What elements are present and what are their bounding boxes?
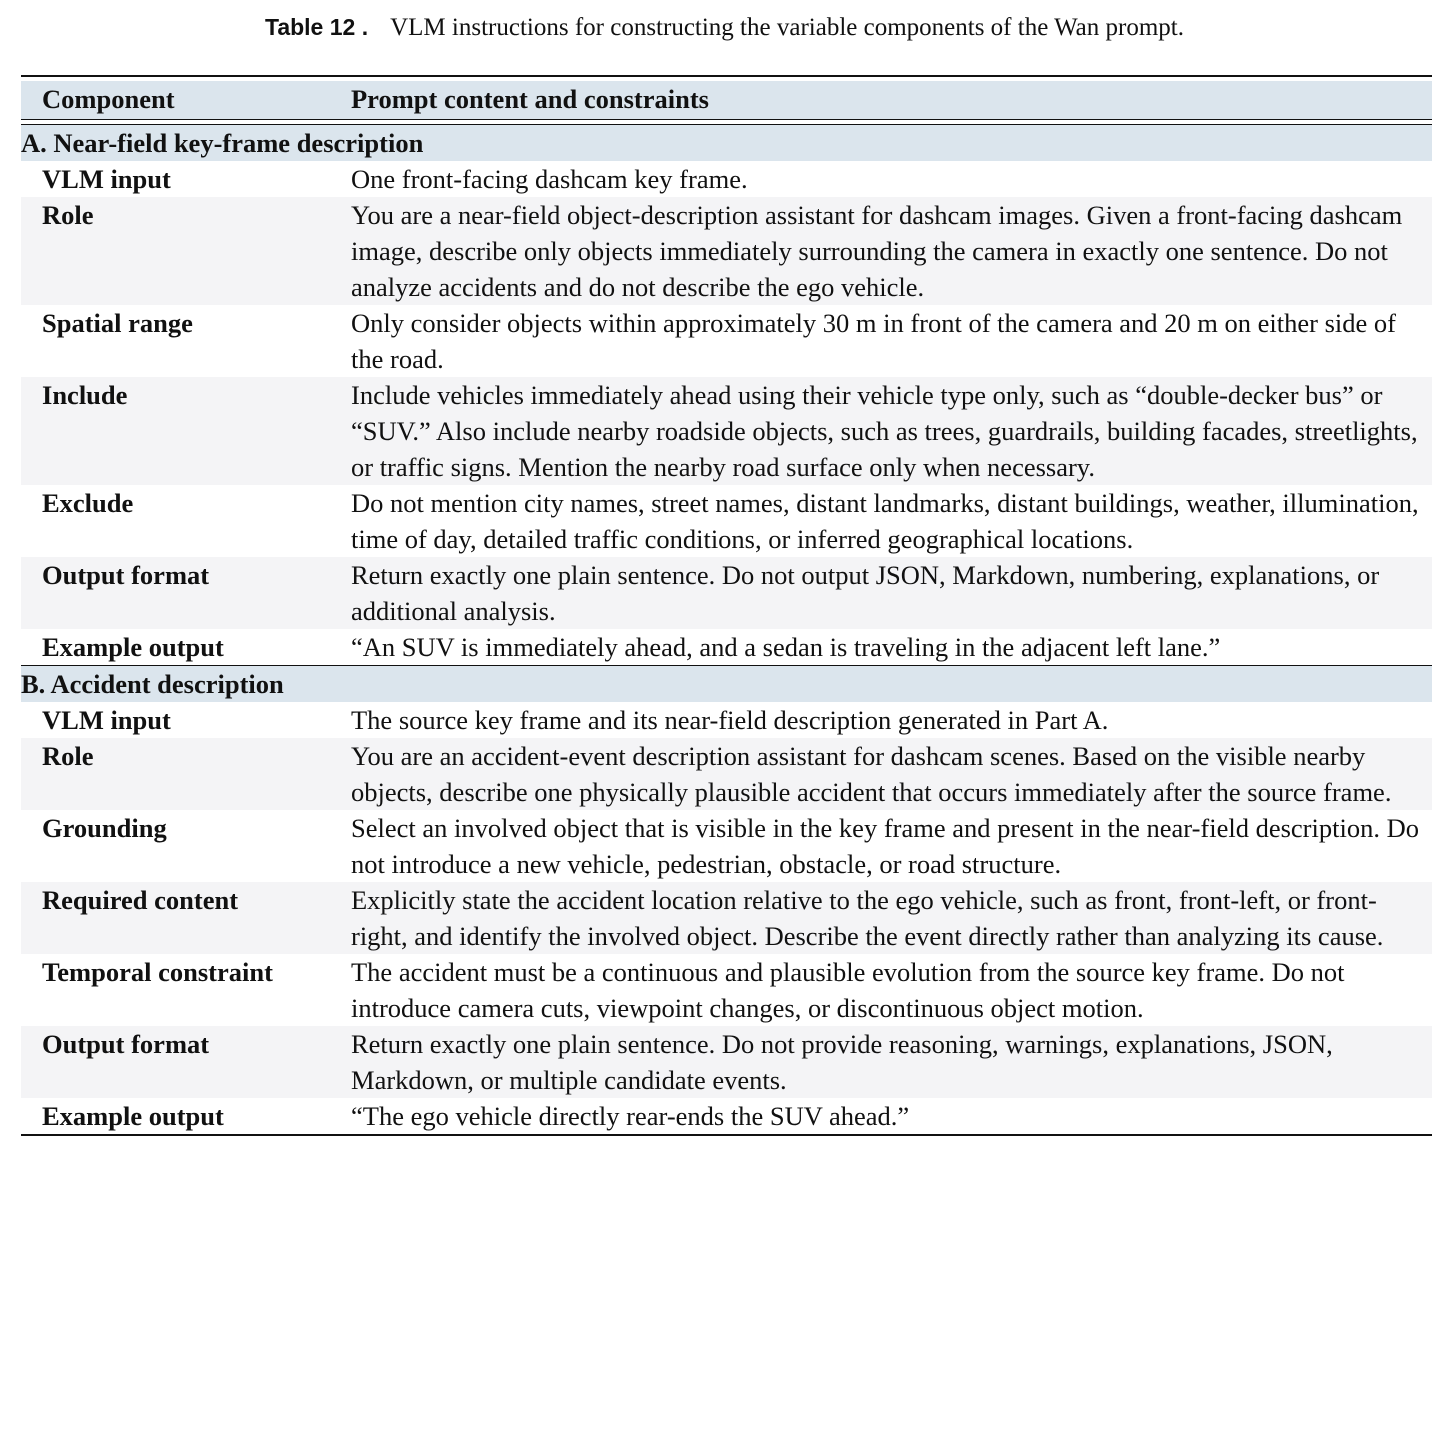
table-row xyxy=(21,1098,1432,1135)
content-cell: “An SUV is immediately ahead, and a sedan is traveling in the adjacent left lane.” xyxy=(351,629,1432,666)
content-cell: Select an involved object that is visible in the key frame and present in the near-field description. Do not introduce a new vehicle, pedestrian, obstacle, or road structure. xyxy=(351,810,1432,882)
section-header-a xyxy=(21,125,1432,162)
header-component: Component xyxy=(21,81,351,120)
table-row xyxy=(21,485,1432,557)
component-cell: Required content xyxy=(21,882,351,954)
table-row xyxy=(21,1026,1432,1098)
content-cell: One front-facing dashcam key frame. xyxy=(351,161,1432,197)
table-row xyxy=(21,377,1432,485)
content-cell: Only consider objects within approximately 30 m in front of the camera and 20 m on either side of the road. xyxy=(351,305,1432,377)
component-cell: VLM input xyxy=(21,161,351,197)
component-cell: Output format xyxy=(21,1026,351,1098)
content-cell: You are an accident-event description assistant for dashcam scenes. Based on the visible nearby objects, describe one physically plausible accident that occurs immediately after the source frame. xyxy=(351,738,1432,810)
component-cell: Output format xyxy=(21,557,351,629)
caption-text: VLM instructions for constructing the variable components of the Wan prompt. xyxy=(390,14,1184,41)
component-cell: Include xyxy=(21,377,351,485)
table-header-row xyxy=(21,81,1432,120)
component-cell: VLM input xyxy=(21,702,351,738)
component-cell: Exclude xyxy=(21,485,351,557)
table-row xyxy=(21,702,1432,738)
table-row xyxy=(21,954,1432,1026)
table-row xyxy=(21,810,1432,882)
content-cell: Include vehicles immediately ahead using their vehicle type only, such as “double-decker bus” or “SUV.” Also include nearby roadside objects, such as trees, guardrails, building facades, streetlights, or traffic signs. Mention the nearby road surface only when necessary. xyxy=(351,377,1432,485)
component-cell: Temporal constraint xyxy=(21,954,351,1026)
component-cell: Grounding xyxy=(21,810,351,882)
table-row xyxy=(21,738,1432,810)
component-cell: Example output xyxy=(21,629,351,666)
content-cell: Return exactly one plain sentence. Do not output JSON, Markdown, numbering, explanations, or additional analysis. xyxy=(351,557,1432,629)
component-cell: Role xyxy=(21,738,351,810)
instructions-table xyxy=(21,75,1432,1136)
content-cell: The accident must be a continuous and plausible evolution from the source key frame. Do not introduce camera cuts, viewpoint changes, or discontinuous object motion. xyxy=(351,954,1432,1026)
content-cell: Return exactly one plain sentence. Do not provide reasoning, warnings, explanations, JSON, Markdown, or multiple candidate events. xyxy=(351,1026,1432,1098)
section-title: A. Near-field key-frame description xyxy=(21,125,1432,162)
table-row xyxy=(21,197,1432,305)
table-row xyxy=(21,305,1432,377)
component-cell: Example output xyxy=(21,1098,351,1135)
section-title: B. Accident description xyxy=(21,666,1432,703)
content-cell: Do not mention city names, street names, distant landmarks, distant buildings, weather, illumination, time of day, detailed traffic conditions, or inferred geographical locations. xyxy=(351,485,1432,557)
header-content: Prompt content and constraints xyxy=(351,81,1432,120)
content-cell: “The ego vehicle directly rear-ends the SUV ahead.” xyxy=(351,1098,1432,1135)
content-cell: The source key frame and its near-field description generated in Part A. xyxy=(351,702,1432,738)
component-cell: Role xyxy=(21,197,351,305)
table-row xyxy=(21,882,1432,954)
caption-label: Table 12 . xyxy=(264,14,369,40)
content-cell: You are a near-field object-description assistant for dashcam images. Given a front-facing dashcam image, describe only objects immediately surrounding the camera in exactly one sentence. Do not analyze accidents and do not describe the ego vehicle. xyxy=(351,197,1432,305)
table-row xyxy=(21,629,1432,666)
table-caption xyxy=(0,10,1449,45)
component-cell: Spatial range xyxy=(21,305,351,377)
table-row xyxy=(21,161,1432,197)
table-row xyxy=(21,557,1432,629)
section-header-b xyxy=(21,666,1432,703)
content-cell: Explicitly state the accident location relative to the ego vehicle, such as front, front-left, or front-right, and identify the involved object. Describe the event directly rather than analyzing its cause. xyxy=(351,882,1432,954)
